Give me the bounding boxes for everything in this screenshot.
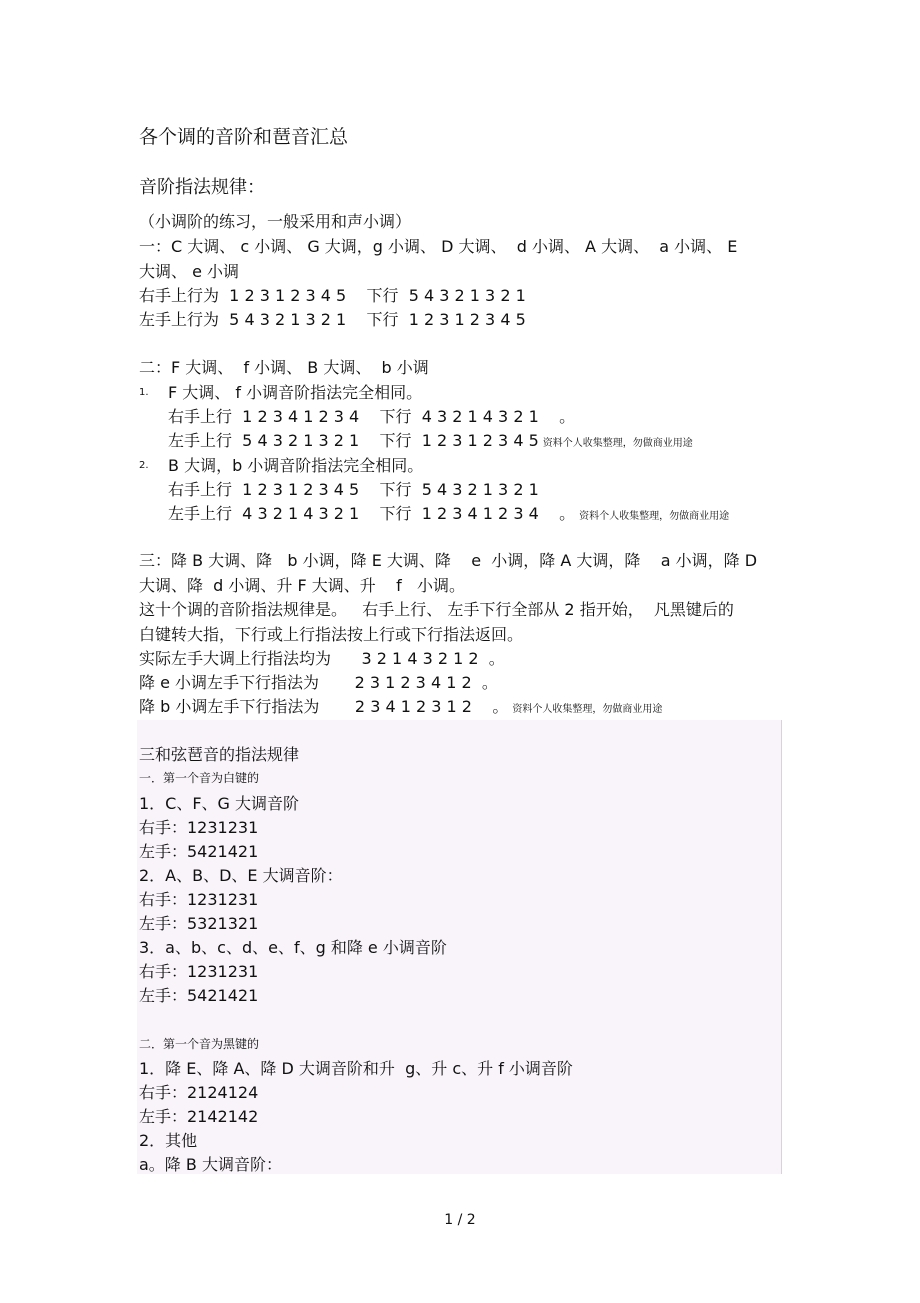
item2-left-hand-row <box>168 504 729 527</box>
arpeggio-heading: 三和弦琶音的指法规律 <box>139 745 300 764</box>
group2-left: 左手：5321321 <box>139 914 259 933</box>
group4-title: 1．降 E、降 A、降 D 大调音阶和升 g、升 c、升 f 小调音阶 <box>139 1059 573 1078</box>
part3-line5: 实际左手大调上行指法均为 3 2 1 4 3 2 1 2 。 <box>139 649 505 668</box>
group2-right: 右手：1231231 <box>139 890 259 909</box>
item1-number: 1. <box>139 387 149 398</box>
group1-right: 右手：1231231 <box>139 818 259 837</box>
part1-left-hand: 左手上行为 5 4 3 2 1 3 2 1 下行 1 2 3 1 2 3 4 5 <box>139 310 526 329</box>
group4-left: 左手：2142142 <box>139 1107 259 1126</box>
group2-title: 2．A、B、D、E 大调音阶： <box>139 866 343 885</box>
group1-left: 左手：5421421 <box>139 842 259 861</box>
page-number: 1 / 2 <box>444 1212 476 1228</box>
white-key-subheading: 一．第一个音为白键的 <box>139 771 260 785</box>
part3-line1: 三：降 B 大调、降 b 小调，降 E 大调、降 e 小调，降 A 大调，降 a 小调，降 D <box>139 551 758 570</box>
scale-fingering-heading: 音阶指法规律： <box>139 177 265 198</box>
item2-number: 2. <box>139 460 149 471</box>
part2-heading: 二：F 大调、 f 小调、 B 大调、 b 小调 <box>139 358 429 377</box>
watermark-note: 资料个人收集整理，勿做商业用途 <box>542 438 693 449</box>
item2-text: B 大调，b 小调音阶指法完全相同。 <box>168 456 424 475</box>
group3-title: 3．a、b、c、d、e、f、g 和降 e 小调音阶 <box>139 938 447 957</box>
black-key-subheading: 二．第一个音为黑键的 <box>139 1037 260 1051</box>
part1-line2: 大调、 e 小调 <box>139 262 240 281</box>
part1-line1: 一：C 大调、 c 小调、 G 大调，g 小调、 D 大调、 d 小调、 A 大调、 a 小调、 E <box>139 237 738 256</box>
item1-left-hand: 左手上行 5 4 3 2 1 3 2 1 下行 1 2 3 1 2 3 4 5 <box>168 431 539 450</box>
group3-left: 左手：5421421 <box>139 986 259 1005</box>
part3-line7-row <box>139 697 662 720</box>
part1-right-hand: 右手上行为 1 2 3 1 2 3 4 5 下行 5 4 3 2 1 3 2 1 <box>139 286 526 305</box>
part3-line4: 白键转大指，下行或上行指法按上行或下行指法返回。 <box>139 625 524 644</box>
minor-scale-note: （小调阶的练习，一般采用和声小调） <box>139 212 412 231</box>
group3-right: 右手：1231231 <box>139 962 259 981</box>
item1-right-hand: 右手上行 1 2 3 4 1 2 3 4 下行 4 3 2 1 4 3 2 1 。 <box>168 407 576 426</box>
part3-line6: 降 e 小调左手下行指法为 2 3 1 2 3 4 1 2 。 <box>139 673 498 692</box>
part3-line3: 这十个调的音阶指法规律是。 右手上行、 左手下行全部从 2 指开始， 凡黑键后的 <box>139 600 734 619</box>
part3-line7: 降 b 小调左手下行指法为 2 3 4 1 2 3 1 2 。 <box>139 697 509 716</box>
group1-title: 1．C、F、G 大调音阶 <box>139 794 300 813</box>
item1-text: F 大调、 f 小调音阶指法完全相同。 <box>168 383 423 402</box>
watermark-note: 资料个人收集整理，勿做商业用途 <box>512 704 663 715</box>
group5-item-a: a。降 B 大调音阶： <box>139 1155 282 1174</box>
item2-right-hand: 右手上行 1 2 3 1 2 3 4 5 下行 5 4 3 2 1 3 2 1 <box>168 480 539 499</box>
group4-right: 右手：2124124 <box>139 1083 259 1102</box>
item1-left-hand-row <box>168 431 693 454</box>
document-title: 各个调的音阶和琶音汇总 <box>139 126 349 148</box>
part3-line2: 大调、降 d 小调、升 F 大调、升 f 小调。 <box>139 576 466 595</box>
watermark-note: 资料个人收集整理，勿做商业用途 <box>579 511 730 522</box>
group5-title: 2．其他 <box>139 1131 198 1150</box>
item2-left-hand: 左手上行 4 3 2 1 4 3 2 1 下行 1 2 3 4 1 2 3 4 。 <box>168 504 576 523</box>
